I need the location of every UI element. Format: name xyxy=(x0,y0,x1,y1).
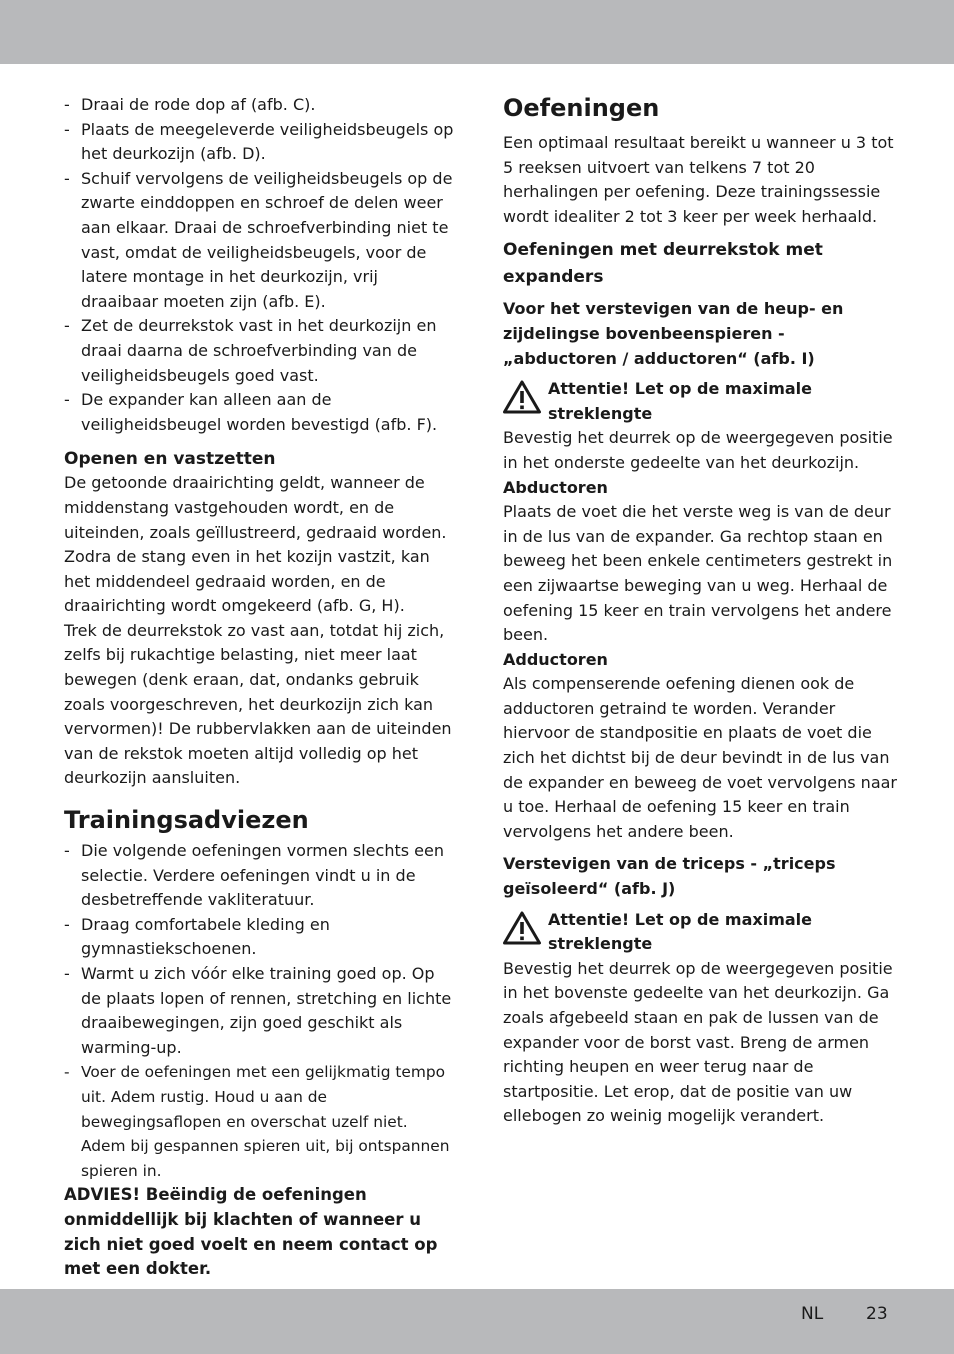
exercise-1-text: Bevestig het deurrek op de weergegeven positie in het onderste gedeelte van het deurkozijn. xyxy=(503,428,893,472)
open-text: De getoonde draairichting geldt, wanneer de middenstang vastgehouden wordt, en de uiteinden, zoals geïllustreerd, gedraaid worden. Zodra de stang even in het kozijn vastzit, kan het middendeel gedraaid worden, en de draairichting wordt omgekeerd (afb. G, H). xyxy=(64,473,447,616)
exercises-subheading: Oefeningen met deurrekstok met expanders xyxy=(503,240,823,288)
open-heading: Openen en vastzetten xyxy=(64,449,276,470)
exercises-intro: Een optimaal resultaat bereikt u wanneer u 3 tot 5 reeksen uitvoert van telkens 7 tot 20 herhalingen per oefening. Deze trainingssessie wordt idealiter 2 tot 3 keer per week herhaald. xyxy=(503,133,894,226)
exercise-2-title: Verstevigen van de triceps - „triceps geïsoleerd“ (afb. J) xyxy=(503,854,836,899)
adductors-label: Adductoren xyxy=(503,649,608,669)
list-item: - Draag comfortabele kleding en gymnastiekschoenen. xyxy=(64,913,454,962)
right-column xyxy=(503,93,897,1129)
abductors-label: Abductoren xyxy=(503,477,608,497)
warning-icon xyxy=(503,911,541,945)
warning-text: Attentie! Let op de maximale streklengte xyxy=(548,379,813,423)
list-item: - Warmt u zich vóór elke training goed op. Op de plaats lopen of rennen, stretching en lichte draaibewegingen, zijn goed geschikt als warming-up. xyxy=(64,962,454,1060)
exercise-2-text: Bevestig het deurrek op de weergegeven positie in het bovenste gedeelte van het deurkozijn. Ga zoals afgebeeld staan en pak de lussen van de expander voor de borst vast. Breng de armen richting heupen en weer terug naar de startpositie. Let erop, dat de positie van uw ellebogen zo weinig mogelijk verandert. xyxy=(503,958,893,1126)
list-item: - Die volgende oefeningen vormen slechts een selectie. Verdere oefeningen vindt u in de desbetreffende vakliteratuur. xyxy=(64,839,454,913)
abductors-text: Plaats de voet die het verste weg is van de deur in de lus van de expander. Ga rechtop staan en beweeg het been enkele centimeters gestrekt in een zijwaartse beweging van u weg. Herhaal de oefening 15 keer en train vervolgens het andere been. xyxy=(503,502,893,645)
header-bar xyxy=(0,0,954,64)
exercises-heading: Oefeningen xyxy=(503,94,660,122)
list-item: - Draai de rode dop af (afb. C). xyxy=(64,93,454,118)
warning-notice xyxy=(503,908,897,957)
page-number: 23 xyxy=(866,1304,888,1324)
language-code: NL xyxy=(801,1304,824,1324)
list-item: - Plaats de meegeleverde veiligheidsbeugels op het deurkozijn (afb. D). xyxy=(64,118,454,167)
training-heading: Trainingsadviezen xyxy=(64,806,309,835)
assembly-steps-list xyxy=(64,93,454,437)
left-column xyxy=(64,93,454,1282)
list-item: - De expander kan alleen aan de veiligheidsbeugel worden bevestigd (afb. F). xyxy=(64,388,454,437)
adductors-text: Als compenserende oefening dienen ook de adductoren getraind te worden. Verander hiervoor de standpositie en plaats de voet die zich het dichtst bij de deur bevindt in de lus van de expander en beweeg de voet vervolgens naar u toe. Herhaal de oefening 15 keer en train vervolgens het andere been. xyxy=(503,674,897,841)
exercise-1-title: Voor het verstevigen van de heup- en zijdelingse bovenbeenspieren - „abductoren / adductoren“ (afb. I) xyxy=(503,299,844,368)
training-tips-list xyxy=(64,839,454,1183)
warning-text: Attentie! Let op de maximale streklengte xyxy=(548,909,813,954)
list-item: - Zet de deurrekstok vast in het deurkozijn en draai daarna de schroefverbinding van de veiligheidsbeugels goed vast. xyxy=(64,314,454,388)
advice-note: ADVIES! Beëindig de oefeningen onmiddellijk bij klachten of wanneer u zich niet goed voelt en neem contact op met een dokter. xyxy=(64,1185,438,1279)
list-item: - Voer de oefeningen met een gelijkmatig tempo uit. Adem rustig. Houd u aan de bewegingsaflopen en overschat uzelf niet. Adem bij gespannen spieren uit, bij ontspannen spieren in. xyxy=(64,1060,454,1183)
list-item: - Schuif vervolgens de veiligheidsbeugels op de zwarte einddoppen en schroef de delen weer aan elkaar. Draai de schroefverbinding niet te vast, omdat de veiligheidsbeugels, voor de latere montage in het deurkozijn, vrij draaibaar moeten zijn (afb. E). xyxy=(64,167,454,315)
open-text-2: Trek de deurrekstok zo vast aan, totdat hij zich, zelfs bij rukachtige belasting, niet meer laat bewegen (denk eraan, dat, ondanks gebruik zoals voorgeschreven, het deurkozijn zich kan vervormen)! De rubbervlakken aan de uiteinden van de rekstok moeten altijd volledig op het deurkozijn aansluiten. xyxy=(64,620,452,788)
warning-icon xyxy=(503,380,541,414)
warning-notice xyxy=(503,377,897,426)
